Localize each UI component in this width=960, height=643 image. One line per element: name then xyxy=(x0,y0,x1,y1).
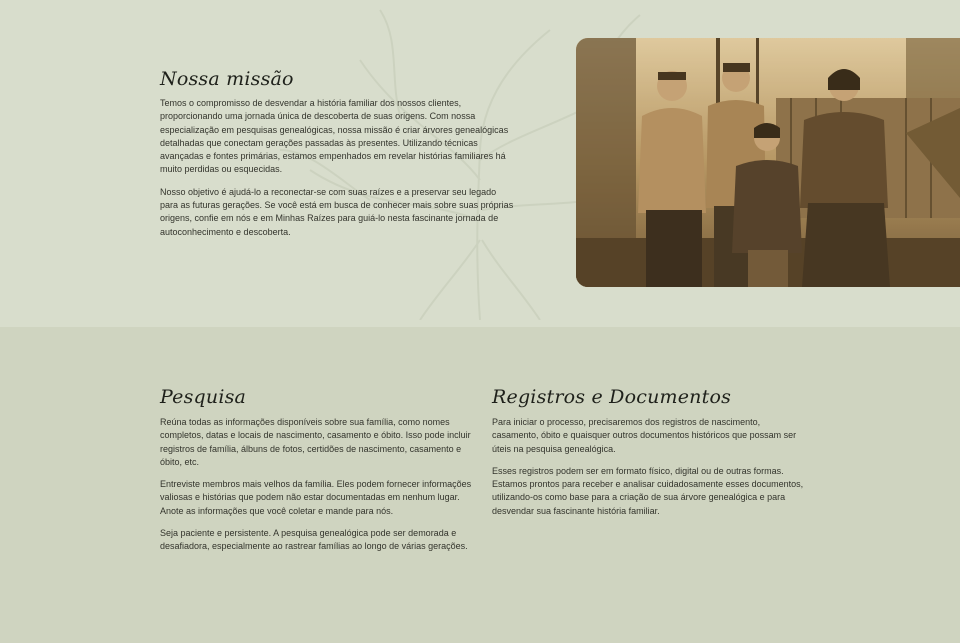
records-block xyxy=(492,386,804,518)
records-paragraph-2: Esses registros podem ser em formato físico, digital ou de outras formas. Estamos prontos para receber e analisar cuidadosamente esses documentos, utilizando-os como base para a criação de sua árvore genealógica e para desvendar sua fascinante história familiar. xyxy=(492,465,804,516)
mission-block xyxy=(160,68,516,239)
records-paragraph-1: Para iniciar o processo, precisaremos dos registros de nascimento, casamento, óbito e quaisquer outros documentos históricos que possam ser úteis na pesquisa genealógica. xyxy=(492,417,797,454)
research-paragraph-2: Entreviste membros mais velhos da família. Eles podem fornecer informações valiosas e histórias que podem não estar documentadas em nenhum lugar. Anote as informações que você coletar e mande para nós. xyxy=(160,479,472,516)
research-title: Pesquisa xyxy=(160,386,247,408)
mission-title: Nossa missão xyxy=(160,68,294,90)
research-paragraph-3: Seja paciente e persistente. A pesquisa genealógica pode ser demorada e desafiadora, especialmente ao rastrear famílias ao longo de várias gerações. xyxy=(160,528,468,552)
family-photo xyxy=(576,38,960,287)
mission-paragraph-1: Temos o compromisso de desvendar a história familiar dos nossos clientes, proporcionando uma jornada única de descoberta de suas origens. Com nossa especialização em pesquisas genealógicas, nossa missão é criar árvores genealógicas detalhadas que conectam gerações passadas às presentes. Utilizando técnicas avançadas e fontes primárias, estamos empenhados em revelar histórias familiares há muito perdidas ou esquecidas. xyxy=(160,98,509,175)
records-title: Registros e Documentos xyxy=(492,386,732,408)
research-block xyxy=(160,386,472,554)
research-paragraph-1: Reúna todas as informações disponíveis sobre sua família, como nomes completos, datas e locais de nascimento, casamento e óbito. Isso pode incluir registros de família, álbuns de fotos, certidões de nascimento, casamento e óbito, etc. xyxy=(160,417,471,467)
mission-paragraph-2: Nosso objetivo é ajudá-lo a reconectar-se com suas raízes e a preservar seu legado para as futuras gerações. Se você está em busca de conhecer mais sobre suas próprias origens, confie em nós e em Minhas Raízes para guiá-lo nesta fascinante jornada de autoconhecimento e descoberta. xyxy=(160,186,514,237)
info-section xyxy=(0,327,960,643)
